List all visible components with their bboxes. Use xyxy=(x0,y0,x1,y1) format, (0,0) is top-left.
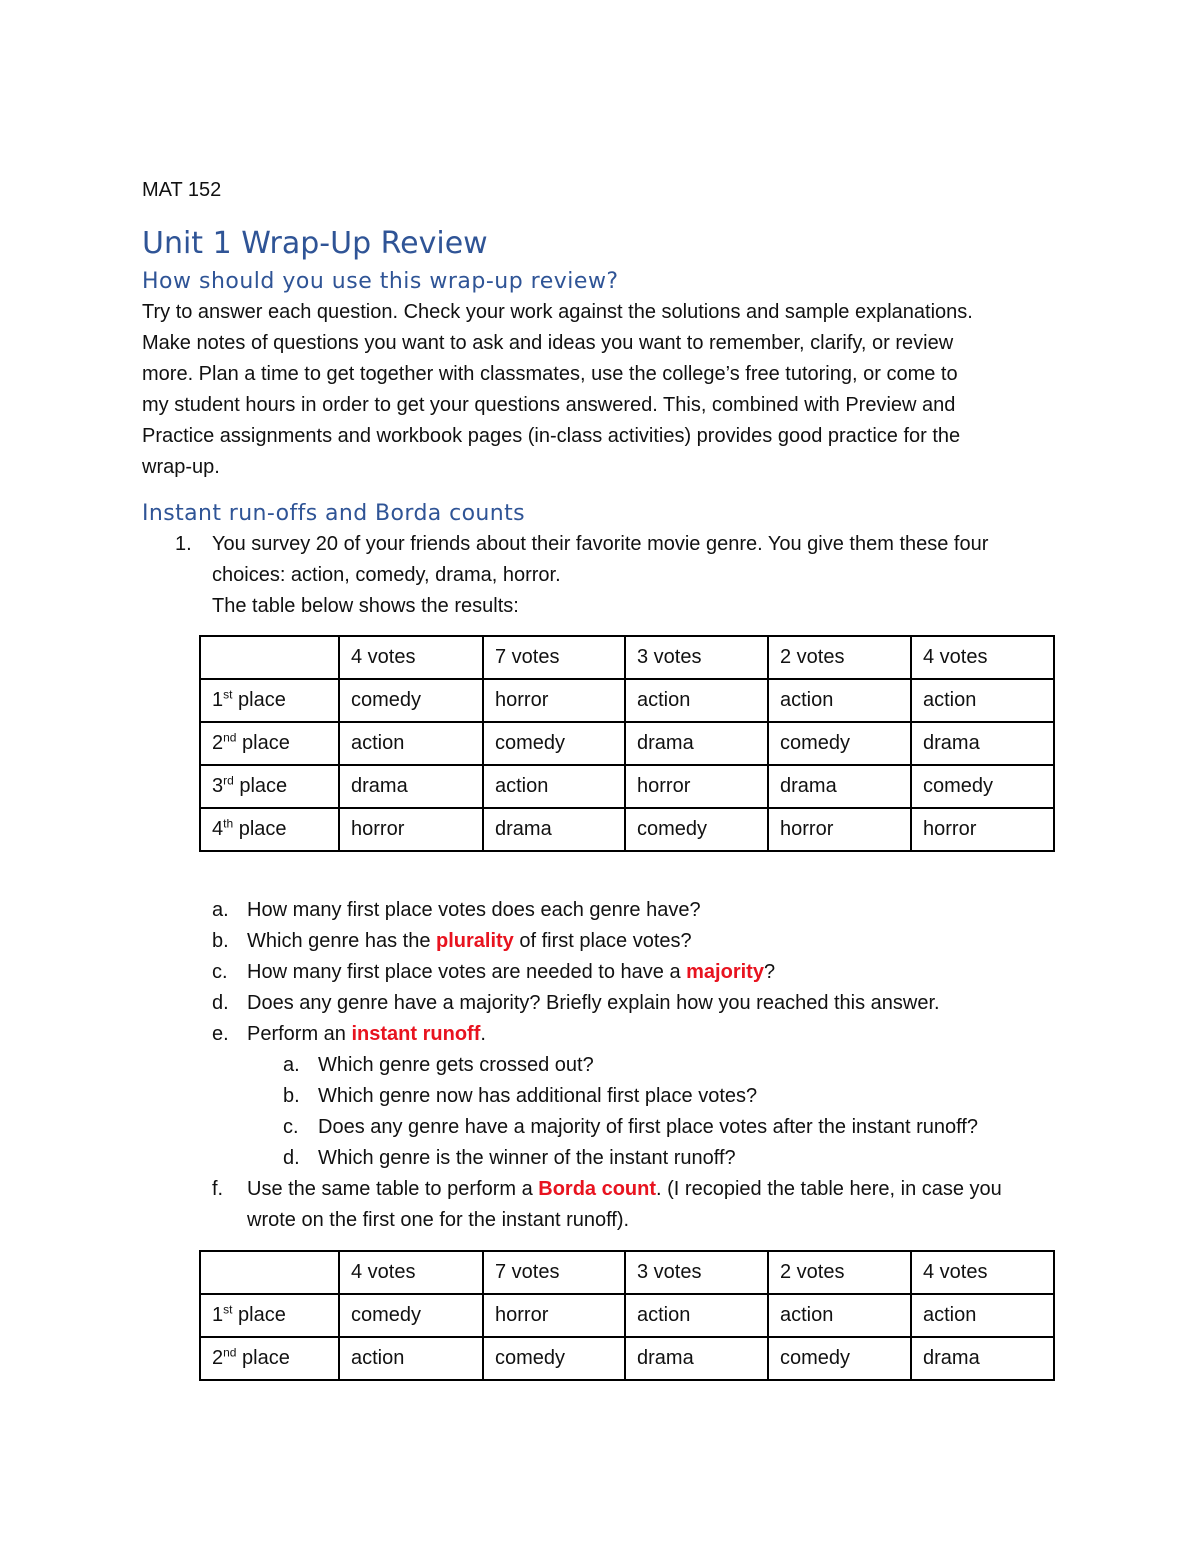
usage-heading: How should you use this wrap-up review? xyxy=(142,269,619,294)
course-code: MAT 152 xyxy=(142,179,222,201)
list-marker: b. xyxy=(212,930,229,952)
results-table xyxy=(199,635,1055,852)
intro-paragraph xyxy=(142,297,1042,483)
list-marker: d. xyxy=(283,1147,300,1169)
list-item: Which genre is the winner of the instant runoff? xyxy=(318,1147,736,1169)
list-marker: f. xyxy=(212,1178,224,1200)
intro-line: Try to answer each question. Check your work against the solutions and sample explanations. xyxy=(142,301,973,323)
table-cell: comedy xyxy=(339,1294,483,1337)
table-cell: horror xyxy=(911,808,1054,851)
table-cell: drama xyxy=(625,1337,768,1380)
question-line: You survey 20 of your friends about their favorite movie genre. You give them these four xyxy=(212,533,989,555)
place-label: 4th place xyxy=(200,808,339,851)
table-row xyxy=(200,1337,1054,1380)
table-cell: drama xyxy=(911,722,1054,765)
section-heading: Instant run-offs and Borda counts xyxy=(142,501,526,526)
table-cell: action xyxy=(625,679,768,722)
table-cell: drama xyxy=(768,765,911,808)
list-marker: a. xyxy=(283,1054,300,1076)
table-cell xyxy=(200,1251,339,1294)
table-cell: comedy xyxy=(625,808,768,851)
list-item: Which genre has the plurality of first place votes? xyxy=(247,930,692,952)
key-term: instant runoff xyxy=(351,1023,481,1045)
table-cell: drama xyxy=(483,808,625,851)
list-marker: a. xyxy=(212,899,229,921)
table-cell: horror xyxy=(339,808,483,851)
question-line: The table below shows the results: xyxy=(212,595,519,617)
list-item: Does any genre have a majority? Briefly explain how you reached this answer. xyxy=(247,992,940,1014)
table-cell: comedy xyxy=(339,679,483,722)
table-header-cell: 2 votes xyxy=(768,1251,911,1294)
table-cell: drama xyxy=(625,722,768,765)
intro-line: Practice assignments and workbook pages (in-class activities) provides good practice for the xyxy=(142,425,961,447)
list-item-continuation: wrote on the first one for the instant runoff). xyxy=(247,1209,630,1231)
table-header-cell: 4 votes xyxy=(339,1251,483,1294)
table-cell: horror xyxy=(625,765,768,808)
table-cell: comedy xyxy=(483,722,625,765)
table-cell: action xyxy=(768,679,911,722)
intro-line: my student hours in order to get your questions answered. This, combined with Preview and xyxy=(142,394,956,416)
list-marker: e. xyxy=(212,1023,229,1045)
place-label: 1st place xyxy=(200,1294,339,1337)
table-cell: action xyxy=(625,1294,768,1337)
table-row xyxy=(200,722,1054,765)
table-cell: comedy xyxy=(768,1337,911,1380)
table-cell: action xyxy=(911,679,1054,722)
table-cell: horror xyxy=(483,679,625,722)
table-cell: action xyxy=(339,722,483,765)
table-row xyxy=(200,808,1054,851)
intro-line: more. Plan a time to get together with classmates, use the college’s free tutoring, or come to xyxy=(142,363,958,385)
table-header-cell: 3 votes xyxy=(625,636,768,679)
place-label: 2nd place xyxy=(200,722,339,765)
list-item: Perform an instant runoff. xyxy=(247,1023,486,1045)
list-marker: d. xyxy=(212,992,229,1014)
question-line: choices: action, comedy, drama, horror. xyxy=(212,564,561,586)
list-item: How many first place votes are needed to have a majority? xyxy=(247,961,776,983)
list-marker: c. xyxy=(283,1116,299,1138)
borda-table xyxy=(199,1250,1055,1381)
table-header-cell: 3 votes xyxy=(625,1251,768,1294)
table-header-cell: 7 votes xyxy=(483,1251,625,1294)
table-cell: comedy xyxy=(911,765,1054,808)
place-label: 3rd place xyxy=(200,765,339,808)
list-item: Does any genre have a majority of first place votes after the instant runoff? xyxy=(318,1116,978,1138)
table-row xyxy=(200,679,1054,722)
table-cell: drama xyxy=(911,1337,1054,1380)
place-label: 1st place xyxy=(200,679,339,722)
list-item: Which genre now has additional first place votes? xyxy=(318,1085,758,1107)
table-header-cell: 7 votes xyxy=(483,636,625,679)
list-item: How many first place votes does each genre have? xyxy=(247,899,701,921)
page-title: Unit 1 Wrap-Up Review xyxy=(142,226,488,261)
key-term: plurality xyxy=(436,930,514,952)
key-term: majority xyxy=(686,961,764,983)
table-header-cell: 4 votes xyxy=(911,1251,1054,1294)
table-cell: action xyxy=(339,1337,483,1380)
key-term: Borda count xyxy=(538,1178,657,1200)
table-row xyxy=(200,765,1054,808)
table-cell xyxy=(200,636,339,679)
table-header-cell: 2 votes xyxy=(768,636,911,679)
list-marker: c. xyxy=(212,961,228,983)
table-cell: comedy xyxy=(768,722,911,765)
question-number: 1. xyxy=(175,533,192,555)
table-cell: action xyxy=(911,1294,1054,1337)
table-cell: comedy xyxy=(483,1337,625,1380)
table-header-cell: 4 votes xyxy=(911,636,1054,679)
table-cell: drama xyxy=(339,765,483,808)
table-header-row xyxy=(200,636,1054,679)
table-row xyxy=(200,1294,1054,1337)
intro-line: Make notes of questions you want to ask and ideas you want to remember, clarify, or review xyxy=(142,332,954,354)
table-cell: horror xyxy=(768,808,911,851)
list-marker: b. xyxy=(283,1085,300,1107)
intro-line: wrap-up. xyxy=(142,456,220,478)
table-cell: action xyxy=(483,765,625,808)
place-label: 2nd place xyxy=(200,1337,339,1380)
table-cell: horror xyxy=(483,1294,625,1337)
table-header-cell: 4 votes xyxy=(339,636,483,679)
list-item: Use the same table to perform a Borda count. (I recopied the table here, in case you xyxy=(247,1178,1002,1200)
table-cell: action xyxy=(768,1294,911,1337)
table-header-row xyxy=(200,1251,1054,1294)
list-item: Which genre gets crossed out? xyxy=(318,1054,594,1076)
